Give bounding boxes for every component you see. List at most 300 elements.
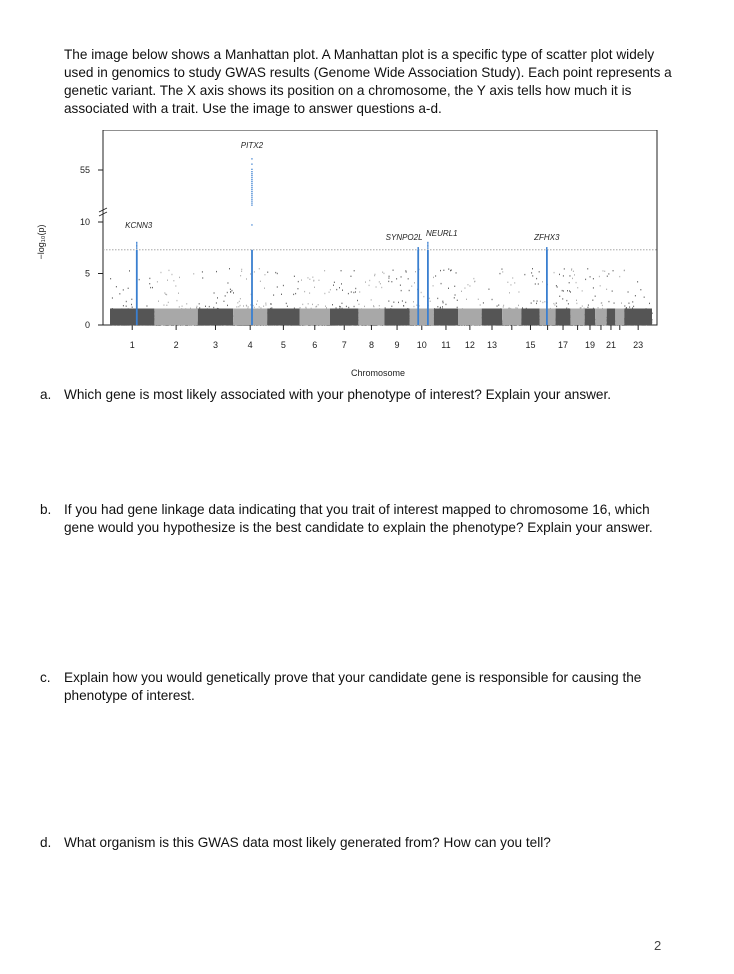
variant-point — [600, 285, 601, 286]
variant-point — [470, 285, 471, 286]
variant-point — [308, 277, 309, 278]
gene-peak-point — [251, 199, 252, 200]
variant-point — [414, 282, 415, 283]
question-text: If you had gene linkage data indicating that you trait of interest mapped to chromosome 16, which gene would you hypothesize is the best candidate to explain the phenotype? Explain your answer. — [64, 502, 653, 535]
variant-point — [411, 286, 412, 287]
variant-point — [502, 268, 503, 269]
variant-point — [270, 303, 271, 304]
variant-point — [196, 307, 197, 308]
y-tick-label: 0 — [84, 320, 90, 330]
intro-paragraph: The image below shows a Manhattan plot. A Manhattan plot is a specific type of scatter plot widely used in genomics to study GWAS results (Genome Wide Association Study). Each point represents a genetic variant. The X axis shows its position on a chromosome, the Y axis tells how much it is associated with a trait. Use the image to answer questions a-d. — [64, 47, 672, 116]
variant-point — [355, 288, 356, 289]
variant-point — [293, 294, 294, 295]
variant-point — [158, 301, 159, 302]
variant-point — [448, 288, 449, 289]
variant-point — [348, 293, 349, 294]
variant-point — [388, 300, 389, 301]
variant-point — [629, 306, 630, 307]
variant-band — [154, 309, 197, 326]
variant-point — [248, 306, 249, 307]
variant-point — [598, 307, 599, 308]
question-letter: d. — [40, 835, 52, 850]
variant-point — [240, 298, 241, 299]
variant-band — [556, 309, 571, 326]
variant-point — [332, 304, 333, 305]
variant-point — [166, 294, 167, 295]
x-tick-label: 19 — [584, 340, 595, 350]
variant-point — [502, 271, 503, 272]
variant-point — [408, 278, 409, 279]
variant-band — [358, 309, 384, 326]
variant-point — [531, 302, 532, 303]
x-tick-label: 7 — [341, 340, 347, 350]
variant-point — [536, 278, 537, 279]
variant-point — [240, 305, 241, 306]
variant-point — [588, 304, 589, 305]
variant-point — [365, 281, 366, 282]
variant-point — [433, 285, 434, 286]
variant-point — [503, 305, 504, 306]
variant-point — [511, 284, 512, 285]
variant-point — [405, 270, 406, 271]
variant-point — [382, 272, 383, 273]
variant-point — [374, 275, 375, 276]
variant-point — [454, 297, 455, 298]
variant-point — [483, 302, 484, 303]
variant-point — [318, 304, 319, 305]
variant-point — [440, 307, 441, 308]
y-tick-label: 10 — [79, 217, 90, 227]
variant-point — [454, 286, 455, 287]
variant-point — [246, 305, 247, 306]
variant-point — [518, 305, 519, 306]
gene-peak-point — [418, 247, 419, 248]
variant-point — [601, 303, 602, 304]
variant-point — [389, 276, 390, 277]
variant-point — [522, 307, 523, 308]
variant-point — [391, 281, 392, 282]
variant-point — [168, 302, 169, 303]
variant-point — [592, 300, 593, 301]
variant-point — [237, 302, 238, 303]
variant-point — [230, 289, 231, 290]
variant-point — [430, 301, 431, 302]
variant-point — [369, 285, 370, 286]
variant-point — [227, 292, 228, 293]
variant-point — [604, 271, 605, 272]
variant-point — [379, 305, 380, 306]
question-text: Which gene is most likely associated with your phenotype of interest? Explain your answer. — [64, 387, 612, 402]
variant-point — [246, 278, 247, 279]
variant-point — [582, 290, 583, 291]
variant-point — [298, 281, 299, 282]
variant-point — [429, 298, 430, 299]
variant-point — [333, 285, 334, 286]
x-tick-label: 12 — [464, 340, 475, 350]
variant-point — [265, 303, 266, 304]
variant-point — [637, 281, 638, 282]
variant-band — [198, 309, 233, 326]
variant-point — [442, 301, 443, 302]
x-tick-label: 1 — [129, 340, 135, 350]
variant-point — [480, 304, 481, 305]
gene-peak-point — [251, 197, 252, 198]
variant-point — [150, 287, 151, 288]
variant-point — [341, 270, 342, 271]
variant-point — [415, 271, 416, 272]
gene-peak-point — [251, 179, 252, 180]
plot-points — [110, 158, 653, 326]
variant-point — [492, 299, 493, 300]
variant-point — [512, 277, 513, 278]
variant-point — [500, 273, 501, 274]
variant-point — [330, 289, 331, 290]
variant-point — [607, 276, 608, 277]
variant-point — [393, 270, 394, 271]
variant-point — [202, 271, 203, 272]
variant-point — [433, 277, 434, 278]
variant-point — [466, 299, 467, 300]
gene-peak-point — [251, 173, 252, 174]
gene-label: PITX2 — [240, 141, 264, 150]
gene-peak-point — [136, 242, 137, 243]
variant-point — [626, 307, 627, 308]
variant-point — [224, 301, 225, 302]
variant-point — [569, 282, 570, 283]
variant-point — [116, 286, 117, 287]
variant-point — [571, 269, 572, 270]
variant-point — [572, 278, 573, 279]
variant-band — [458, 309, 482, 326]
variant-point — [609, 301, 610, 302]
variant-point — [225, 295, 226, 296]
variant-point — [342, 290, 343, 291]
x-tick-label: 3 — [212, 340, 218, 350]
variant-point — [250, 273, 251, 274]
variant-band — [595, 309, 606, 326]
x-axis-label: Chromosome — [350, 368, 406, 378]
variant-point — [573, 271, 574, 272]
variant-point — [346, 306, 347, 307]
variant-point — [260, 281, 261, 282]
x-tick-label: 6 — [312, 340, 318, 350]
variant-point — [312, 304, 313, 305]
variant-point — [577, 287, 578, 288]
variant-point — [537, 300, 538, 301]
gene-peak-point — [251, 169, 252, 170]
variant-point — [259, 306, 260, 307]
variant-point — [409, 290, 410, 291]
variant-point — [562, 298, 563, 299]
variant-point — [562, 290, 563, 291]
gene-peak-point — [136, 246, 137, 247]
gene-peak-point — [251, 191, 252, 192]
gene-peak-point — [251, 185, 252, 186]
variant-point — [139, 279, 140, 280]
x-tick-label: 8 — [368, 340, 374, 350]
variant-band — [502, 309, 521, 326]
variant-point — [341, 283, 342, 284]
variant-point — [437, 306, 438, 307]
variant-point — [236, 306, 237, 307]
variant-point — [649, 303, 650, 304]
variant-point — [388, 281, 389, 282]
variant-point — [507, 282, 508, 283]
gene-peak-point — [251, 187, 252, 188]
variant-point — [563, 290, 564, 291]
x-tick-label: 23 — [633, 340, 644, 350]
variant-point — [384, 273, 385, 274]
variant-band — [570, 309, 584, 326]
variant-point — [169, 270, 170, 271]
variant-point — [123, 305, 124, 306]
variant-point — [179, 306, 180, 307]
variant-point — [177, 300, 178, 301]
variant-point — [375, 274, 376, 275]
variant-band — [624, 309, 652, 326]
variant-point — [576, 300, 577, 301]
variant-point — [167, 280, 168, 281]
variant-point — [339, 306, 340, 307]
manhattan-plot — [0, 130, 734, 390]
variant-point — [542, 281, 543, 282]
variant-point — [302, 304, 303, 305]
variant-point — [126, 306, 127, 307]
gene-peak-point — [251, 189, 252, 190]
variant-point — [380, 283, 381, 284]
gene-label: SYNPO2L — [385, 233, 423, 242]
variant-point — [536, 303, 537, 304]
variant-point — [339, 287, 340, 288]
variant-point — [608, 273, 609, 274]
variant-point — [228, 282, 229, 283]
y-tick-label: 5 — [84, 268, 90, 279]
variant-point — [542, 302, 543, 303]
variant-point — [557, 286, 558, 287]
variant-point — [351, 291, 352, 292]
gene-peak-point — [251, 224, 252, 225]
variant-point — [473, 278, 474, 279]
variant-point — [509, 292, 510, 293]
question-text: Explain how you would genetically prove that your candidate gene is responsible for causing the phenotype of interest. — [64, 670, 642, 703]
variant-point — [371, 299, 372, 300]
variant-point — [602, 305, 603, 306]
gene-peak-point — [427, 246, 428, 247]
variant-point — [202, 277, 203, 278]
variant-point — [379, 281, 380, 282]
variant-point — [230, 291, 231, 292]
variant-point — [309, 292, 310, 293]
variant-point — [199, 307, 200, 308]
variant-point — [239, 301, 240, 302]
variant-point — [570, 291, 571, 292]
variant-point — [149, 278, 150, 279]
question-text: What organism is this GWAS data most likely generated from? How can you tell? — [64, 835, 551, 850]
variant-point — [263, 306, 264, 307]
variant-point — [281, 294, 282, 295]
variant-point — [421, 292, 422, 293]
variant-point — [393, 302, 394, 303]
plot-labels — [125, 141, 560, 242]
variant-point — [593, 278, 594, 279]
gene-peak-point — [251, 164, 252, 165]
variant-point — [556, 306, 557, 307]
variant-point — [172, 274, 173, 275]
x-tick-label: 4 — [247, 340, 253, 350]
variant-band — [585, 309, 596, 326]
variant-point — [359, 304, 360, 305]
variant-point — [238, 306, 239, 307]
variant-point — [524, 274, 525, 275]
variant-point — [538, 283, 539, 284]
variant-point — [531, 272, 532, 273]
variant-point — [576, 303, 577, 304]
variant-point — [283, 285, 284, 286]
variant-point — [624, 270, 625, 271]
variant-point — [603, 270, 604, 271]
variant-point — [267, 272, 268, 273]
variant-point — [595, 296, 596, 297]
variant-band — [385, 309, 410, 326]
variant-point — [175, 285, 176, 286]
variant-point — [532, 268, 533, 269]
gene-peak-point — [427, 242, 428, 243]
variant-point — [613, 270, 614, 271]
variant-point — [635, 295, 636, 296]
variant-point — [147, 305, 148, 306]
variant-point — [131, 299, 132, 300]
x-tick-label: 13 — [486, 340, 498, 350]
variant-point — [624, 305, 625, 306]
variant-point — [266, 304, 267, 305]
variant-point — [295, 293, 296, 294]
variant-point — [540, 301, 541, 302]
variant-point — [351, 276, 352, 277]
variant-point — [216, 271, 217, 272]
variant-point — [437, 298, 438, 299]
variant-point — [254, 307, 255, 308]
variant-point — [123, 289, 124, 290]
variant-point — [446, 304, 447, 305]
variant-point — [614, 302, 615, 303]
variant-point — [193, 273, 194, 274]
gene-peak-point — [251, 250, 253, 325]
variant-point — [298, 288, 299, 289]
variant-point — [628, 291, 629, 292]
variant-point — [357, 300, 358, 301]
variant-point — [227, 305, 228, 306]
variant-point — [126, 301, 127, 302]
variant-point — [369, 280, 370, 281]
variant-point — [131, 304, 132, 305]
variant-point — [254, 271, 255, 272]
x-tick-label: 15 — [525, 340, 536, 350]
variant-point — [209, 306, 210, 307]
gene-peak-point — [251, 177, 252, 178]
gene-peak-point — [251, 205, 252, 206]
variant-point — [319, 280, 320, 281]
plot-frame — [103, 130, 657, 325]
gene-peak-point — [251, 183, 252, 184]
variant-point — [585, 279, 586, 280]
variant-point — [443, 302, 444, 303]
variant-point — [314, 287, 315, 288]
variant-point — [413, 301, 414, 302]
variant-point — [435, 275, 436, 276]
x-tick-label: 11 — [441, 340, 451, 350]
variant-point — [157, 281, 158, 282]
variant-point — [555, 304, 556, 305]
variant-point — [566, 300, 567, 301]
question-letter: a. — [40, 387, 52, 402]
variant-point — [129, 270, 130, 271]
variant-point — [355, 291, 356, 292]
variant-point — [173, 280, 174, 281]
variant-point — [336, 289, 337, 290]
variant-point — [336, 307, 337, 308]
variant-point — [455, 294, 456, 295]
variant-point — [556, 285, 557, 286]
variant-point — [312, 277, 313, 278]
variant-point — [621, 302, 622, 303]
gene-peak-point — [251, 158, 252, 159]
variant-point — [304, 291, 305, 292]
variant-band — [110, 309, 154, 326]
variant-point — [498, 304, 499, 305]
variant-point — [264, 288, 265, 289]
variant-point — [316, 306, 317, 307]
question-letter: c. — [40, 670, 51, 685]
variant-point — [599, 276, 600, 277]
variant-point — [287, 306, 288, 307]
variant-band — [300, 309, 331, 326]
variant-point — [324, 293, 325, 294]
variant-point — [478, 299, 479, 300]
gene-peak-point — [427, 250, 429, 325]
gene-peak-point — [136, 245, 137, 246]
variant-point — [519, 291, 520, 292]
y-tick-label: 55 — [79, 165, 90, 175]
variant-point — [326, 307, 327, 308]
variant-point — [277, 273, 278, 274]
variant-point — [364, 306, 365, 307]
variant-point — [186, 303, 187, 304]
variant-point — [450, 270, 451, 271]
variant-point — [533, 300, 534, 301]
variant-point — [110, 278, 111, 279]
variant-point — [354, 306, 355, 307]
variant-point — [398, 302, 399, 303]
variant-point — [503, 306, 504, 307]
variant-point — [233, 292, 234, 293]
variant-point — [441, 283, 442, 284]
x-tick-label: 21 — [605, 340, 616, 350]
variant-point — [553, 303, 554, 304]
variant-point — [401, 276, 402, 277]
variant-point — [396, 278, 397, 279]
question-letter: b. — [40, 502, 52, 517]
variant-point — [348, 307, 349, 308]
gene-peak-point — [251, 193, 252, 194]
variant-point — [166, 305, 167, 306]
variant-point — [442, 306, 443, 307]
variant-band — [330, 309, 358, 326]
gene-peak-point — [136, 243, 137, 244]
gene-label: NEURL1 — [426, 229, 458, 238]
gene-peak-point — [251, 201, 252, 202]
variant-point — [448, 268, 449, 269]
variant-point — [112, 297, 113, 298]
